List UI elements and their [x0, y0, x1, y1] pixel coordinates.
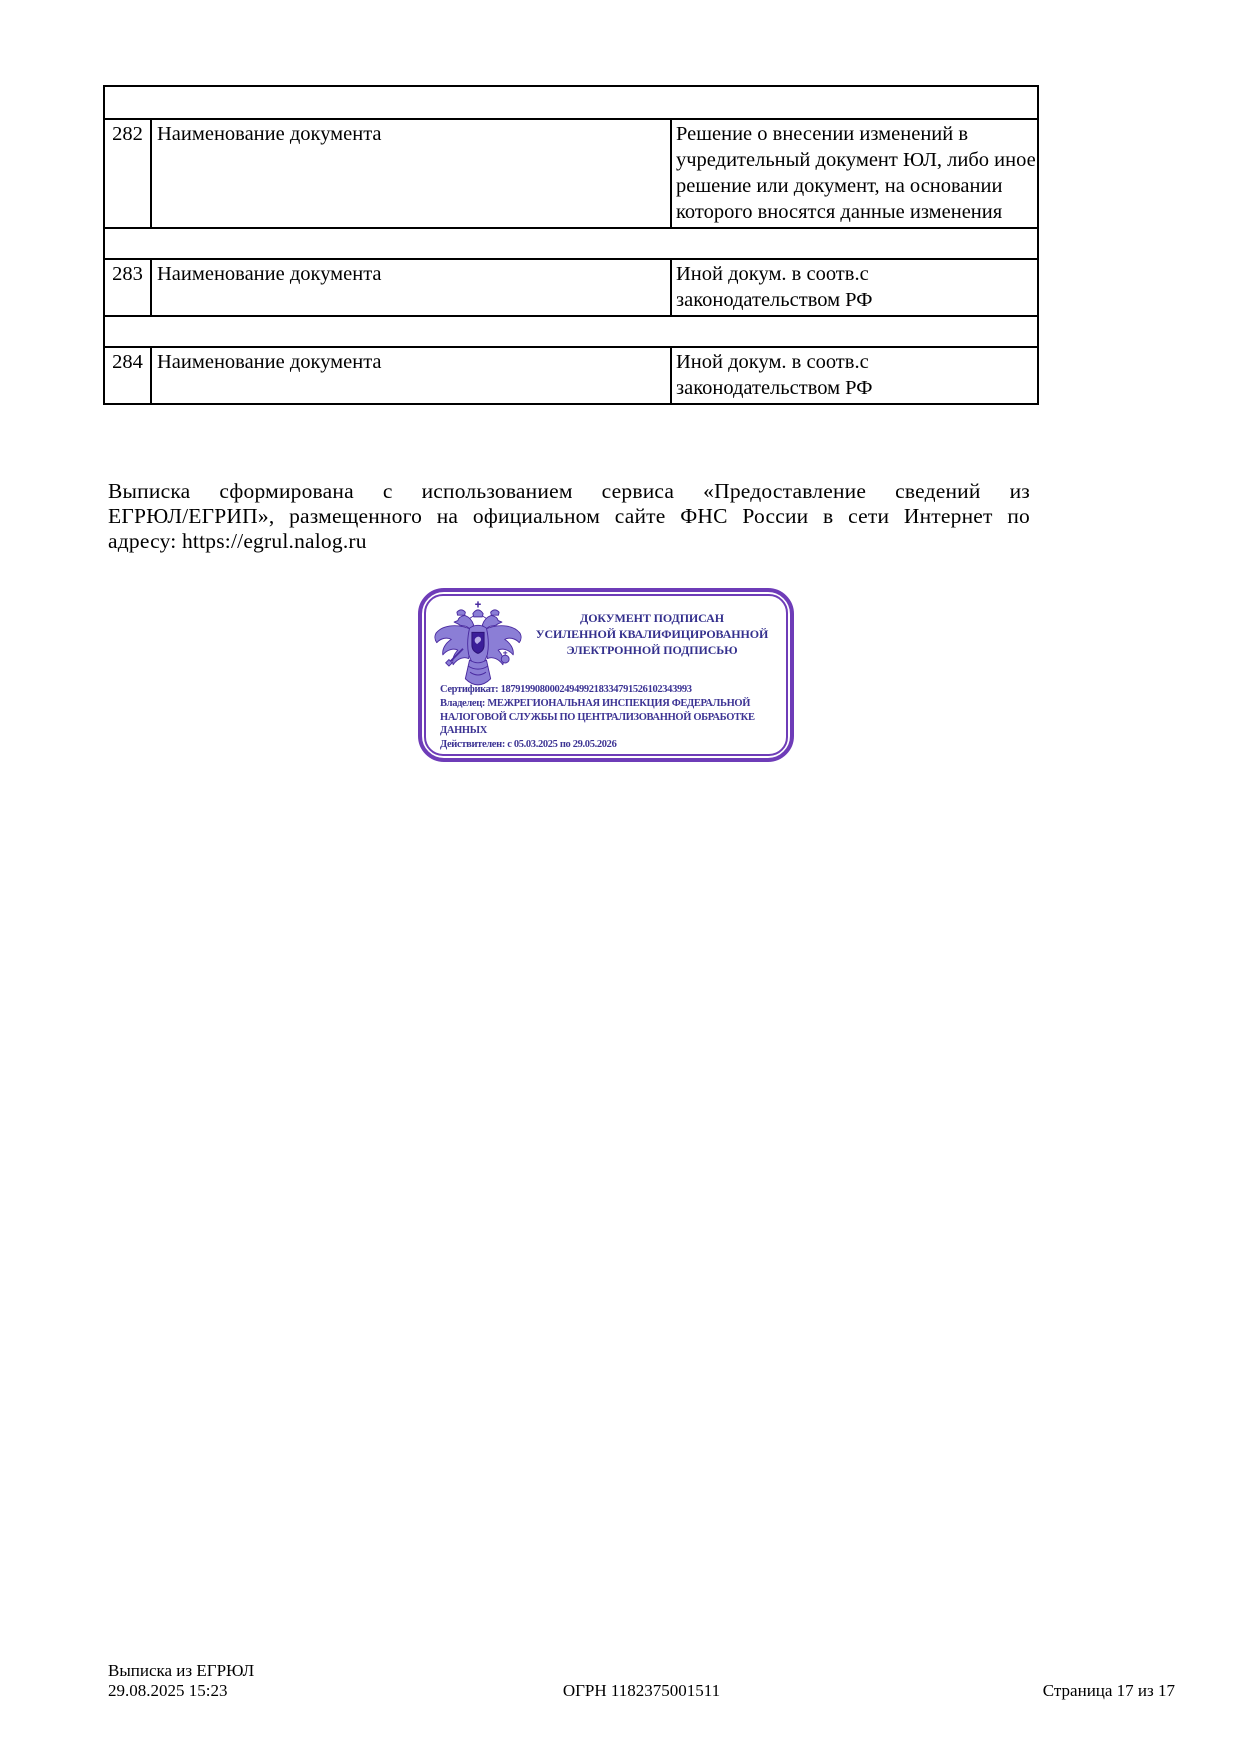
documents-table — [103, 85, 1039, 405]
validity-label: Действителен: — [440, 739, 505, 751]
validity-value: с 05.03.2025 по 29.05.2026 — [507, 739, 617, 751]
stamp-title-line-3: ЭЛЕКТРОННОЙ ПОДПИСЬЮ — [566, 643, 738, 657]
intro-line-1: Выписка сформирована с использованием сервиса «Предоставление сведений из — [108, 479, 1030, 503]
egrul-url-link[interactable]: https://egrul.nalog.ru — [181, 529, 367, 553]
footer — [108, 1661, 1175, 1700]
table-spacer-cell — [104, 228, 1038, 259]
owner-label: Владелец: — [440, 697, 486, 709]
row-number-cell: 283 — [104, 259, 151, 316]
owner-value: МЕЖРЕГИОНАЛЬНАЯ ИНСПЕКЦИЯ ФЕДЕРАЛЬНОЙ НАЛОГОВОЙ СЛУЖБЫ ПО ЦЕНТРАЛИЗОВАННОЙ ОБРАБОТКЕ ДАННЫХ — [440, 697, 755, 737]
table-row — [104, 119, 1038, 228]
certificate-label: Сертификат: — [440, 684, 499, 695]
doc-label-cell: Наименование документа — [151, 119, 671, 228]
table-row — [104, 259, 1038, 316]
signature-stamp — [418, 588, 794, 762]
certificate-value: 187919908000249499218334791526102343993 — [500, 684, 692, 695]
table-continuation-row — [104, 86, 1038, 119]
intro-line-3 — [108, 529, 1030, 554]
table-row — [104, 347, 1038, 404]
doc-label-cell: Наименование документа — [151, 259, 671, 316]
intro-paragraph — [108, 479, 1030, 554]
certificate-line — [440, 683, 783, 697]
doc-value-cell: Иной докум. в соотв.с законодательством РФ — [671, 259, 1038, 316]
doc-label-cell: Наименование документа — [151, 347, 671, 404]
stamp-details — [440, 683, 783, 752]
stamp-title — [522, 610, 782, 658]
signature-stamp-inner-border — [424, 594, 788, 756]
table-spacer-row — [104, 316, 1038, 347]
footer-doc-title: Выписка из ЕГРЮЛ — [108, 1661, 255, 1680]
owner-line — [440, 697, 783, 738]
footer-datetime: 29.08.2025 15:23 — [108, 1680, 228, 1700]
intro-line-3-prefix: адресу: — [108, 529, 182, 553]
footer-ogrn: ОГРН 1182375001511 — [562, 1680, 721, 1700]
table-spacer-cell — [104, 316, 1038, 347]
table-continuation-cell — [104, 86, 1038, 119]
row-number-cell: 282 — [104, 119, 151, 228]
coat-of-arms-icon — [431, 600, 525, 690]
validity-line — [440, 738, 783, 752]
row-number-cell: 284 — [104, 347, 151, 404]
table-spacer-row — [104, 228, 1038, 259]
doc-value-cell: Решение о внесении изменений в учредительный документ ЮЛ, либо иное решение или документ, на основании которого вносятся данные изменения — [671, 119, 1038, 228]
stamp-title-line-1: ДОКУМЕНТ ПОДПИСАН — [580, 611, 724, 625]
doc-value-cell: Иной докум. в соотв.с законодательством РФ — [671, 347, 1038, 404]
intro-line-2: ЕГРЮЛ/ЕГРИП», размещенного на официальном сайте ФНС России в сети Интернет по — [108, 504, 1030, 528]
stamp-title-line-2: УСИЛЕННОЙ КВАЛИФИЦИРОВАННОЙ — [535, 627, 769, 641]
footer-page-number: Страница 17 из 17 — [1042, 1680, 1175, 1700]
